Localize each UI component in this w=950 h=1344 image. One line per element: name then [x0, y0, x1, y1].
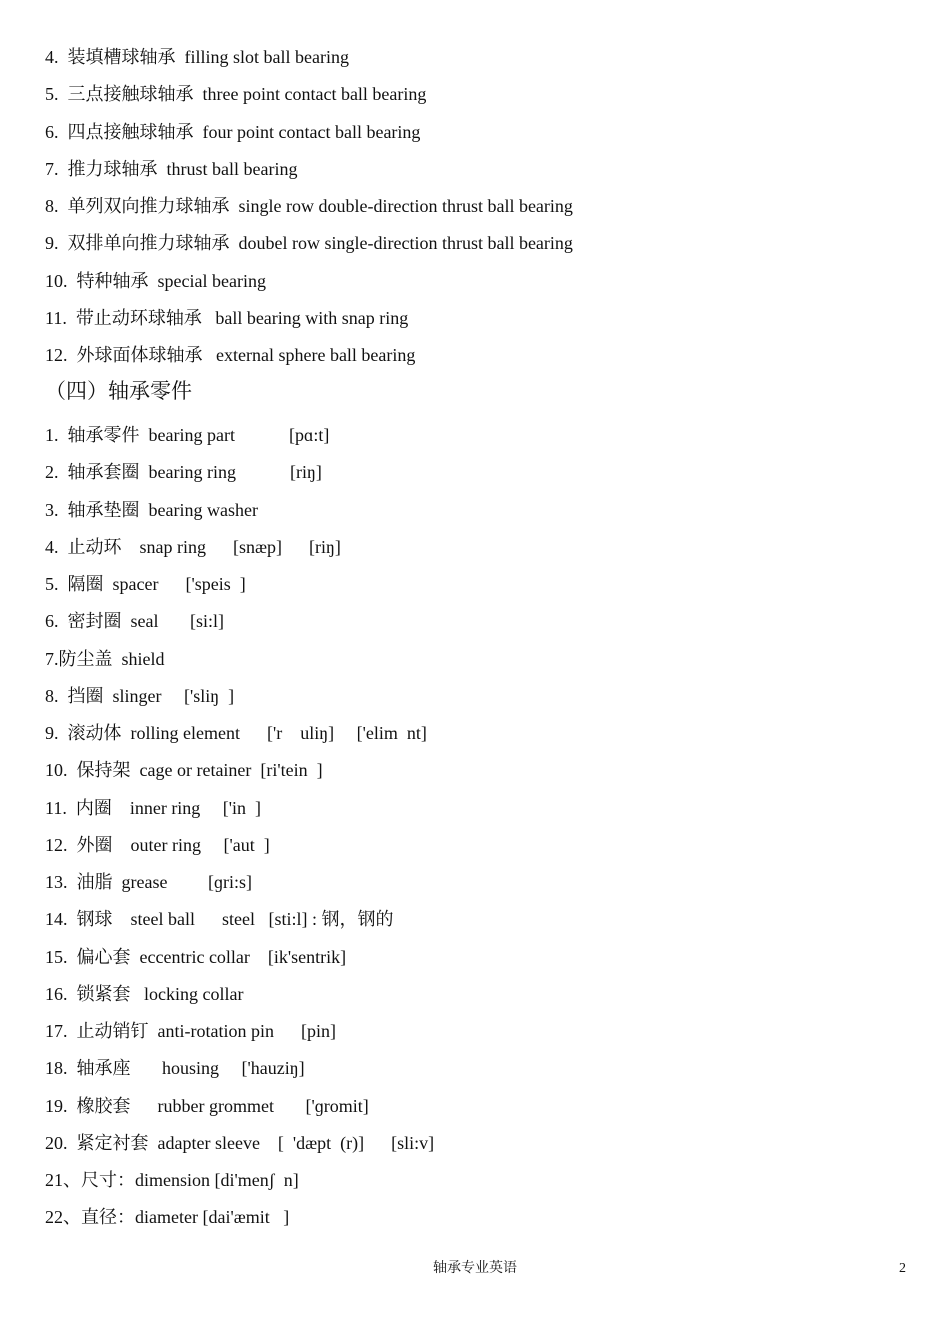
- list-item: 19. 橡胶套 rubber grommet ['ɡromit]: [45, 1095, 369, 1116]
- page-number: 2: [899, 1261, 906, 1276]
- list-item: 12. 外圈 outer ring ['aut ]: [45, 834, 270, 855]
- list-item: 11. 带止动环球轴承 ball bearing with snap ring: [45, 308, 409, 329]
- list-item: 1. 轴承零件 bearing part [pɑ:t]: [45, 425, 330, 445]
- list-item: 18. 轴承座 housing ['hauziŋ]: [45, 1058, 305, 1079]
- list-item: 10. 特种轴承 special bearing: [45, 270, 266, 291]
- list-item: 22、直径：diameter [dai'æmit ]: [45, 1207, 290, 1228]
- list-item: 9. 滚动体 rolling element ['r uliŋ] ['elim nt]: [45, 723, 427, 743]
- list-item: 5. 隔圈 spacer ['speis ]: [45, 574, 246, 594]
- list-item: 4. 止动环 snap ring [snæp] [riŋ]: [45, 536, 341, 557]
- list-item: 15. 偏心套 eccentric collar [ik'sentrik]: [45, 946, 347, 967]
- list-item: 9. 双排单向推力球轴承 doubel row single-direction thrust ball bearing: [45, 233, 573, 254]
- section-four-heading: （四）轴承零件: [45, 379, 192, 403]
- list-item: 11. 内圈 inner ring ['in ]: [45, 797, 262, 818]
- list-item: 6. 密封圈 seal [si:l]: [45, 611, 224, 632]
- list-item: 5. 三点接触球轴承 three point contact ball bearing: [45, 84, 427, 105]
- list-item: 8. 单列双向推力球轴承 single row double-direction thrust ball bearing: [45, 196, 573, 217]
- list-item: 17. 止动销钉 anti-rotation pin [pin]: [45, 1021, 336, 1041]
- list-item: 10. 保持架 cage or retainer [ri'tein ]: [45, 760, 323, 781]
- footer-title: 轴承专业英语: [433, 1261, 517, 1276]
- list-item: 21、尺寸：dimension [di'menʃ n]: [45, 1170, 299, 1190]
- list-item: 7.防尘盖 shield: [45, 648, 165, 669]
- list-item: 12. 外球面体球轴承 external sphere ball bearing: [45, 345, 416, 366]
- list-item: 4. 装填槽球轴承 filling slot ball bearing: [45, 47, 349, 67]
- list-item: 7. 推力球轴承 thrust ball bearing: [45, 158, 298, 179]
- list-item: 2. 轴承套圈 bearing ring [riŋ]: [45, 462, 322, 483]
- list-item: 13. 油脂 grease [ɡri:s]: [45, 872, 252, 892]
- section-three-list: [45, 44, 925, 380]
- section-four-list: [45, 422, 925, 1242]
- list-item: 20. 紧定衬套 adapter sleeve [ 'dæpt (r)] [sli:v]: [45, 1132, 435, 1153]
- list-item: 8. 挡圈 slinger ['sliŋ ]: [45, 685, 235, 706]
- list-item: 3. 轴承垫圈 bearing washer: [45, 499, 258, 520]
- list-item: 6. 四点接触球轴承 four point contact ball bearing: [45, 121, 421, 142]
- list-item: 14. 钢球 steel ball steel [sti:l] : 钢，钢的: [45, 909, 394, 930]
- list-item: 16. 锁紧套 locking collar: [45, 983, 244, 1004]
